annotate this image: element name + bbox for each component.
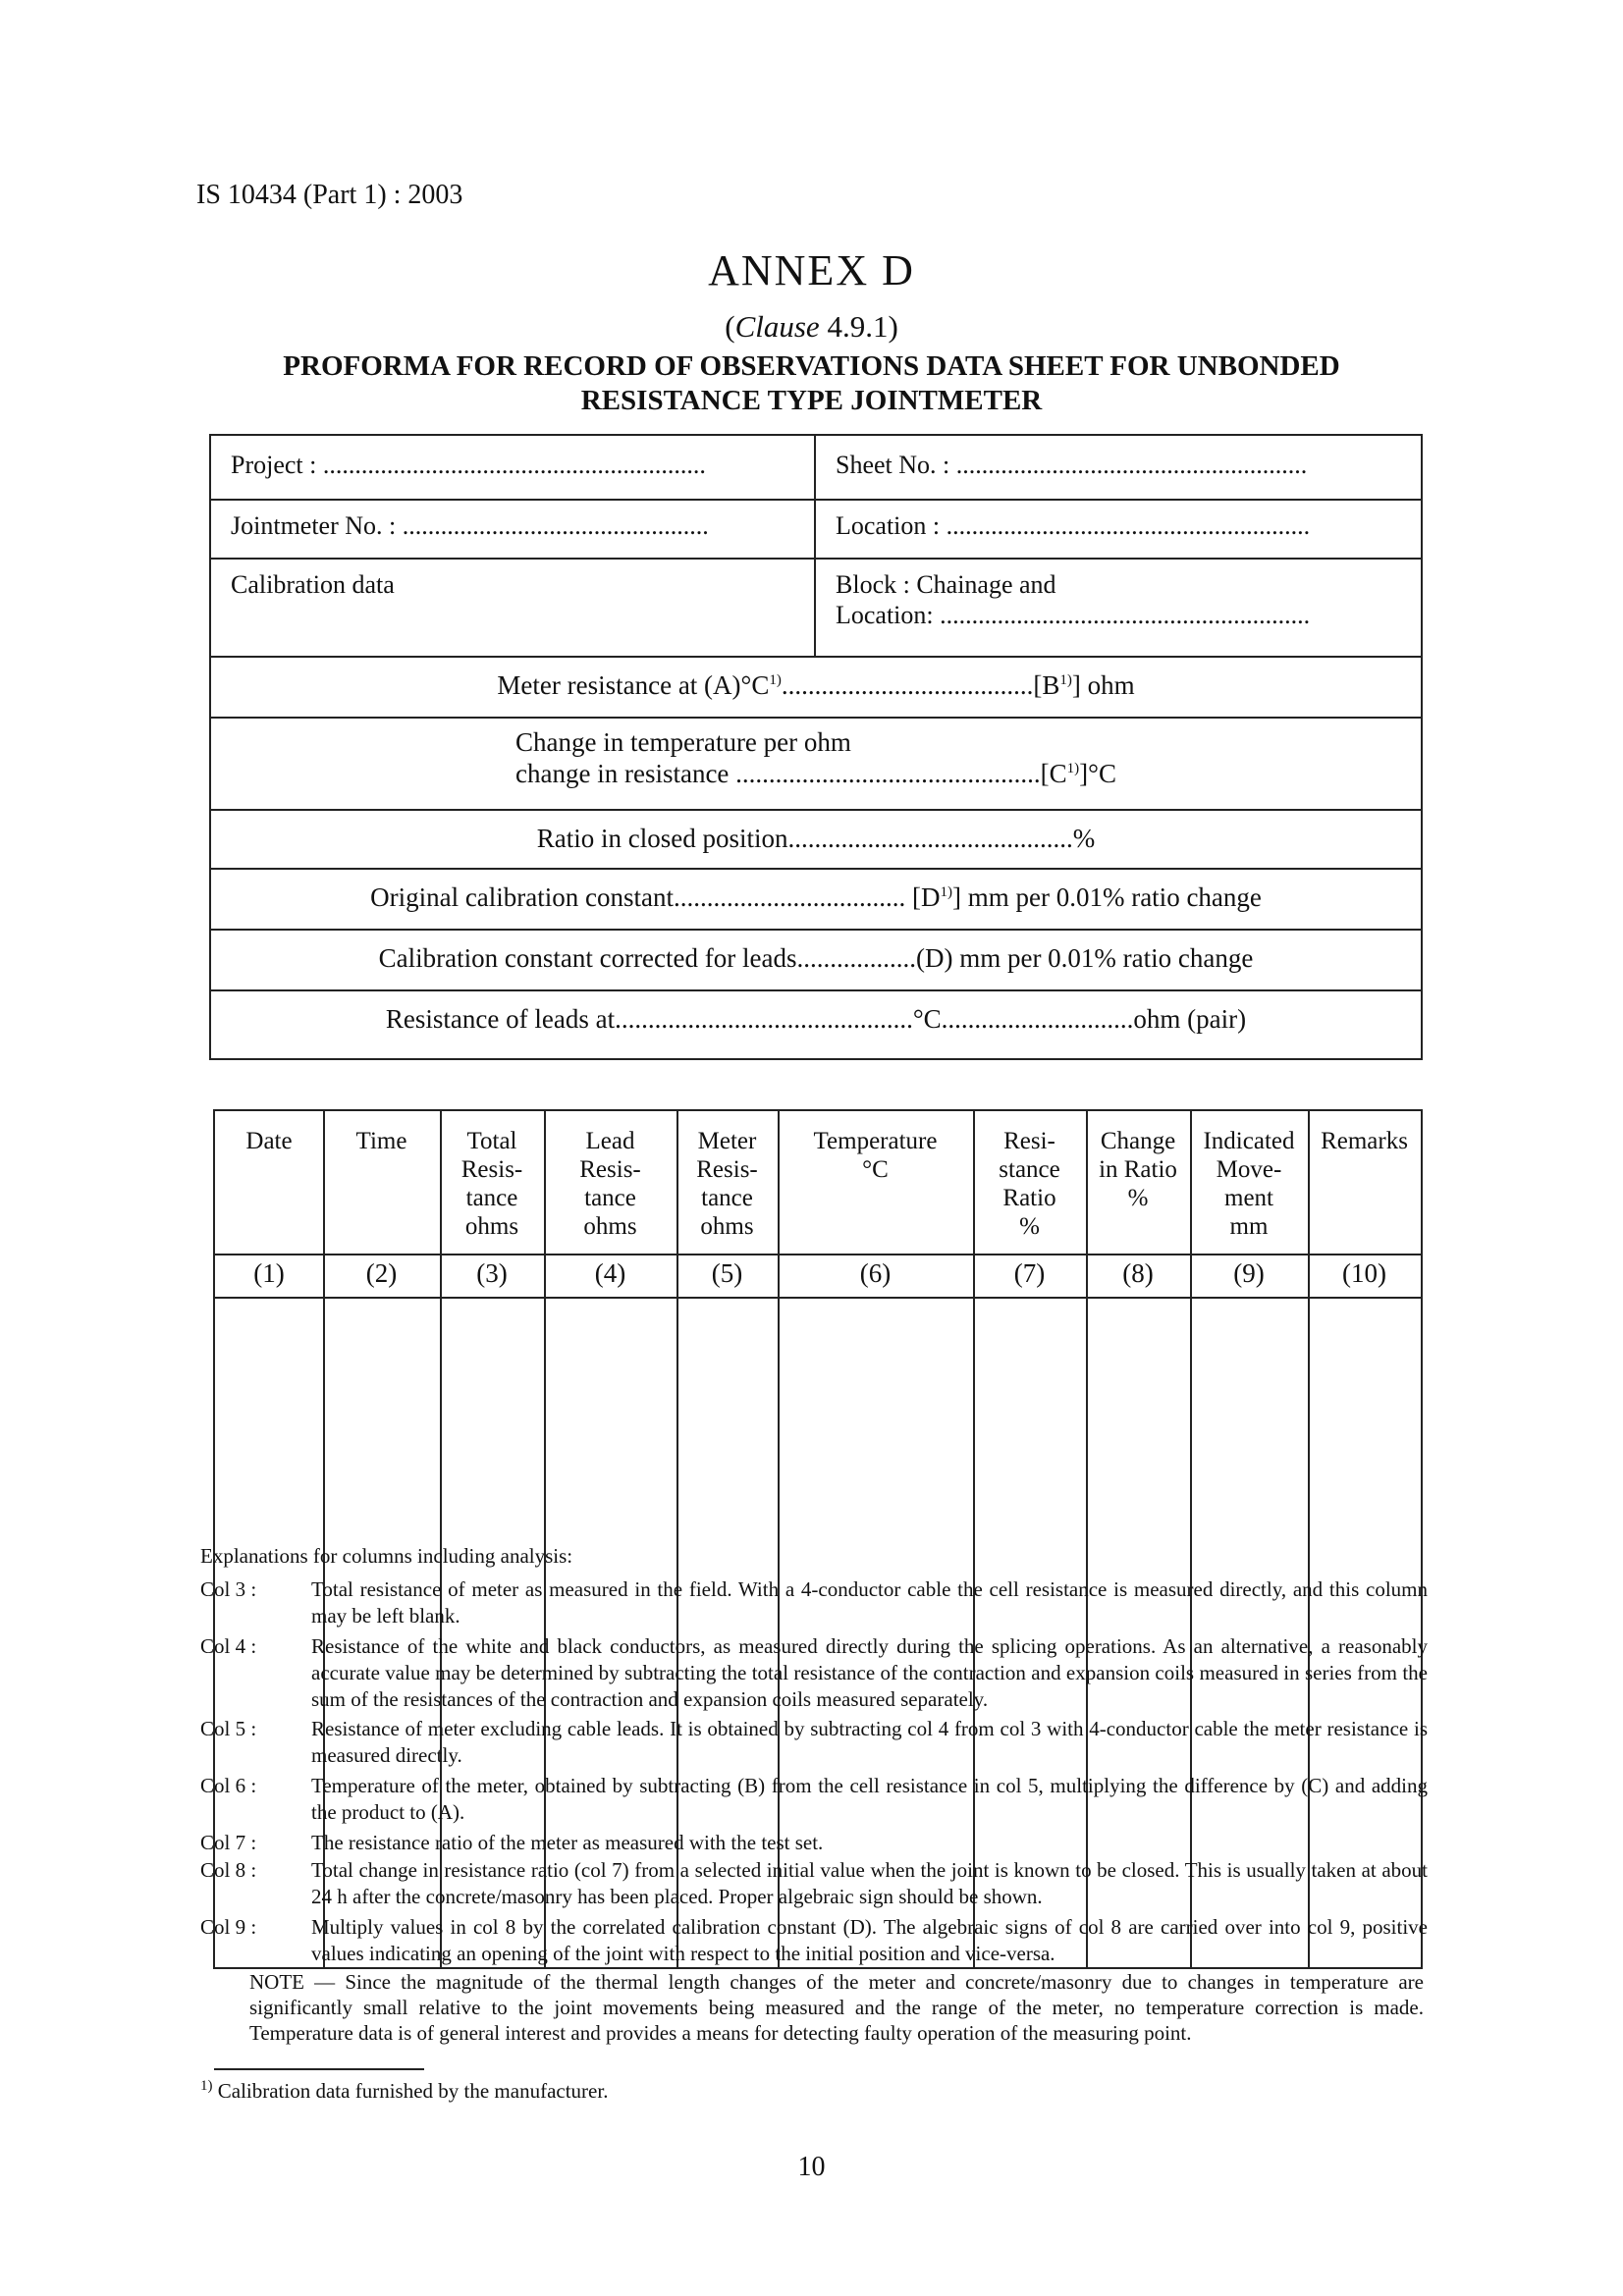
column-header: [215, 1127, 323, 1155]
explanation-text: Resistance of meter excluding cable leads. It is obtained by subtracting col 4 from col 3 with 4-conductor cable the meter resistance is measured directly.: [311, 1717, 1428, 1767]
explanation-col: Col 8 :: [200, 1858, 257, 1882]
column-header: [778, 1127, 973, 1184]
explanation-item: [200, 1773, 1428, 1832]
column-number: (3): [476, 1258, 508, 1288]
remarks-header: Remarks: [1321, 1128, 1408, 1154]
leads-resistance-field[interactable]: Resistance of leads at.............................................°C.............................ohm (pair): [385, 1004, 1247, 1034]
explanation-item: [200, 1633, 1428, 1722]
column-number: (2): [365, 1258, 398, 1288]
time-header: Time: [355, 1128, 407, 1154]
annex-heading-line1: PROFORMA FOR RECORD OF OBSERVATIONS DATA SHEET FOR UNBONDED: [283, 350, 1340, 382]
column-header: [676, 1127, 778, 1241]
page-number: 10: [797, 2152, 826, 2182]
record-form: [209, 434, 1423, 1060]
resistance-ratio-header: Resi- stance Ratio %: [999, 1128, 1060, 1240]
standard-id: IS 10434 (Part 1) : 2003: [196, 180, 463, 210]
footnote-ref: 1): [769, 672, 782, 688]
explanation-text: Total resistance of meter as measured in the field. With a 4-conductor cable the cell resistance is measured directly, and this column may be left blank.: [311, 1577, 1428, 1628]
temperature-change-field[interactable]: [211, 726, 1421, 789]
footnote-text: Calibration data furnished by the manufacturer.: [217, 2079, 609, 2103]
original-calibration-field[interactable]: [211, 881, 1421, 913]
column-number: (5): [711, 1258, 743, 1288]
explanation-col: Col 6 :: [200, 1774, 257, 1797]
explanations-intro: Explanations for columns including analysis:: [200, 1544, 573, 1568]
footnote-ref: 1): [940, 884, 952, 900]
explanation-item: [200, 1576, 1428, 1635]
footnote-rule: [214, 2068, 424, 2070]
column-header: [544, 1127, 676, 1241]
jointmeter-no-field[interactable]: Jointmeter No. : ................................................: [231, 511, 709, 540]
explanation-text: Multiply values in col 8 by the correlated calibration constant (D). The algebraic signs of col 8 are carried over into col 9, positive values indicating an opening of the joint with respect to the initial position and vice-versa.: [311, 1915, 1428, 1965]
change-ratio-header: Change in Ratio %: [1099, 1128, 1177, 1211]
block-line2: Location: ..........................................................: [836, 601, 1311, 629]
date-header: Date: [245, 1128, 293, 1154]
explanation-text: Resistance of the white and black conductors, as measured directly during the splicing operations. As an alternative, a reasonably accurate value may be determined by subtracting the total resistance of the contraction and expansion coils measured in series from the sum of the resistances of the contraction and expansion coils measured separately.: [311, 1634, 1428, 1711]
indicated-movement-header: Indicated Move- ment mm: [1203, 1128, 1295, 1240]
explanation-text: Temperature of the meter, obtained by subtracting (B) from the cell resistance in col 5, multiplying the difference by (C) and adding the product to (A).: [311, 1774, 1428, 1824]
original-calibration-unit: ] mm per 0.01% ratio change: [952, 882, 1262, 912]
column-number: (6): [859, 1258, 892, 1288]
meter-resistance-field[interactable]: [211, 669, 1421, 701]
explanation-item: [200, 1914, 1428, 1973]
column-header: [1308, 1127, 1421, 1155]
footnote-mark: 1): [200, 2078, 213, 2094]
explanation-col: Col 5 :: [200, 1717, 257, 1740]
annex-heading: [196, 349, 1427, 418]
explanation-text: The resistance ratio of the meter as measured with the test set.: [311, 1831, 824, 1854]
calibration-data-label: Calibration data: [231, 570, 395, 599]
column-number: (8): [1122, 1258, 1154, 1288]
annex-heading-line2: RESISTANCE TYPE JOINTMETER: [580, 385, 1043, 416]
total-resistance-header: Total Resis- tance ohms: [460, 1128, 523, 1240]
column-number: (4): [594, 1258, 626, 1288]
lead-resistance-header: Lead Resis- tance ohms: [579, 1128, 641, 1240]
explanation-item: [200, 1716, 1428, 1775]
footnote-ref: 1): [1066, 761, 1080, 776]
column-number: (1): [253, 1258, 285, 1288]
temperature-change-line1: Change in temperature per ohm: [515, 727, 851, 757]
footnote: [200, 2079, 608, 2104]
clause-word: Clause: [734, 309, 820, 344]
column-number: (10): [1342, 1258, 1386, 1288]
project-field[interactable]: Project : ............................................................: [231, 451, 706, 479]
explanation-item: [200, 1857, 1428, 1916]
column-header: [1190, 1127, 1308, 1241]
column-number: (7): [1013, 1258, 1046, 1288]
ratio-closed-field[interactable]: Ratio in closed position...........................................%: [536, 824, 1096, 853]
column-header: [973, 1127, 1086, 1241]
sheet-no-field[interactable]: Sheet No. : .......................................................: [836, 451, 1308, 479]
column-header: [323, 1127, 440, 1155]
corrected-calibration-field[interactable]: Calibration constant corrected for leads..................(D) mm per 0.01% ratio change: [378, 943, 1254, 973]
clause-number: 4.9.1: [827, 309, 889, 344]
annex-clause: (Clause 4.9.1): [725, 309, 898, 344]
original-calibration-label: Original calibration constant................................... [D: [370, 882, 941, 912]
meter-resistance-header: Meter Resis- tance ohms: [696, 1128, 758, 1240]
meter-resistance-label: Meter resistance at (A)°C: [497, 670, 770, 700]
column-number: (9): [1233, 1258, 1265, 1288]
explanation-col: Col 9 :: [200, 1915, 257, 1939]
meter-resistance-dots: ......................................[B: [781, 670, 1060, 700]
explanation-col: Col 3 :: [200, 1577, 257, 1601]
location-field[interactable]: Location : .........................................................: [836, 511, 1311, 540]
explanations: [200, 1543, 1428, 2054]
meter-resistance-unit: ] ohm: [1071, 670, 1135, 700]
temperature-header: Temperature °C: [813, 1128, 938, 1183]
explanation-col: Col 4 :: [200, 1634, 257, 1658]
temperature-change-line2: change in resistance $..............................................[C^{1)}]^\circ C$: [515, 759, 1116, 788]
block-field[interactable]: [836, 569, 1310, 630]
column-header: [1086, 1127, 1190, 1212]
block-line1: Block : Chainage and: [836, 570, 1056, 599]
footnote-ref: 1): [1059, 672, 1072, 688]
explanation-item: [200, 1830, 1428, 1859]
explanation-col: Col 7 :: [200, 1831, 257, 1854]
explanations-note: NOTE — Since the magnitude of the thermal length changes of the meter and concrete/masonry due to changes in temperature are significantly small relative to the joint movements being measured and the range of the meter, no temperature correction is made. Temperature data is of general interest and provides a means for detecting faulty operation of the measuring point.: [249, 1970, 1424, 2045]
column-header: [440, 1127, 544, 1241]
explanation-text: Total change in resistance ratio (col 7) from a selected initial value when the joint is known to be closed. This is usually taken at about 24 h after the concrete/masonry has been placed. Proper algebraic sign should be shown.: [311, 1858, 1428, 1908]
annex-title: ANNEX D: [708, 246, 915, 294]
